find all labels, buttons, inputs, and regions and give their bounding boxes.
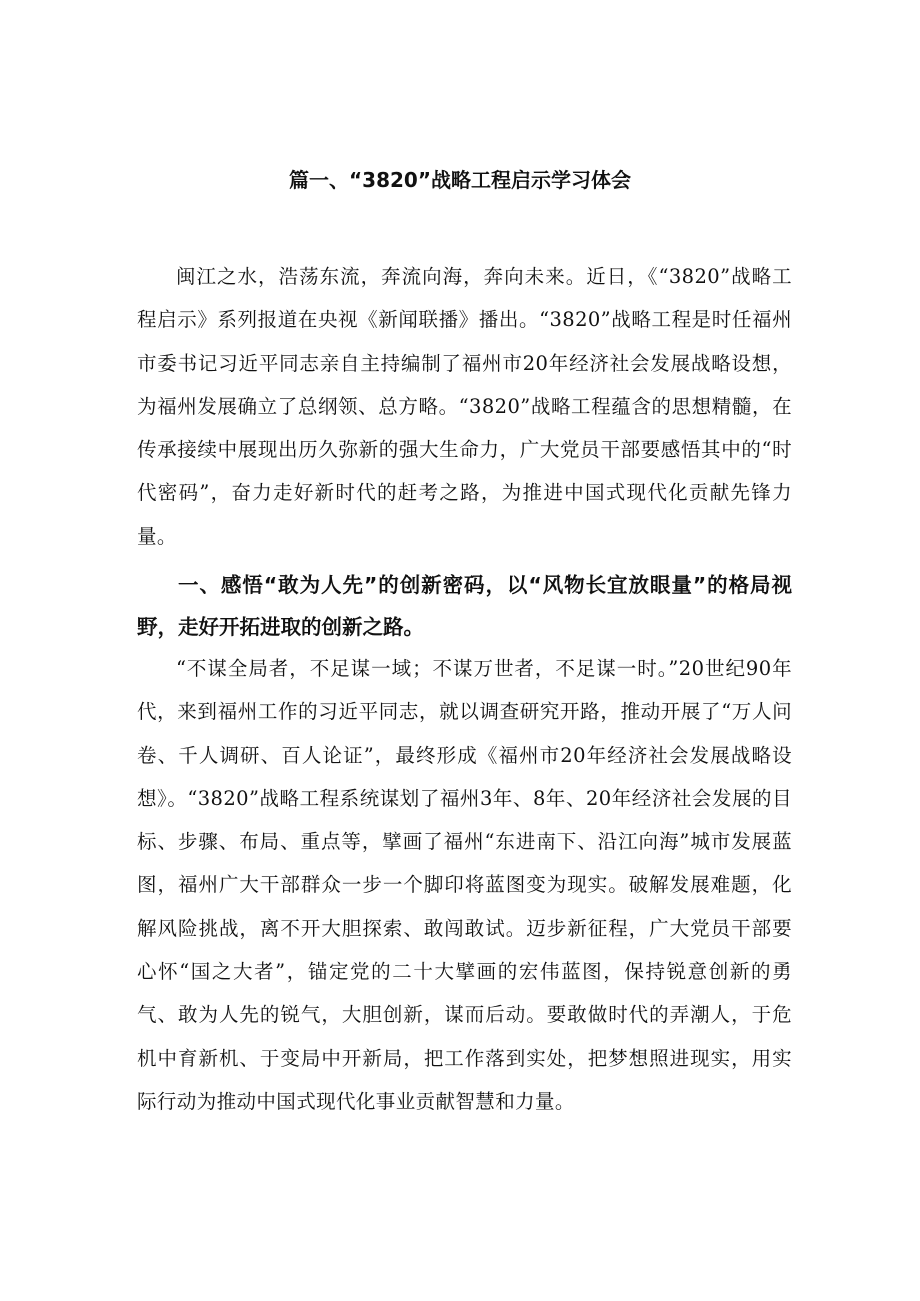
intro-paragraph: 闽江之水，浩荡东流，奔流向海，奔向未来。近日，《“3820”战略工程启示》系列报道在央视《新闻联播》播出。“3820”战略工程是时任福州市委书记习近平同志亲自主持编制了福州市20年经济社会发展战略设想，为福州发展确立了总纲领、总方略。“3820”战略工程蕴含的思想精髓，在传承接续中展现出历久弥新的强大生命力，广大党员干部要感悟其中的“时代密码”，奋力走好新时代的赶考之路，为推进中国式现代化贡献先锋力量。 (137, 265, 792, 548)
section-paragraph: “不谋全局者，不足谋一域；不谋万世者，不足谋一时。”20世纪90年代，来到福州工作的习近平同志，就以调查研究开路，推动开展了“万人问卷、千人调研、百人论证”，最终形成《福州市20年经济社会发展战略设想》。“3820”战略工程系统谋划了福州3年、8年、20年经济社会发展的目标、步骤、布局、重点等，擘画了福州“东进南下、沿江向海”城市发展蓝图，福州广大干部群众一步一个脚印将蓝图变为现实。破解发展难题，化解风险挑战，离不开大胆探索、敢闯敢试。迈步新征程，广大党员干部要心怀“国之大者”，锚定党的二十大擘画的宏伟蓝图，保持锐意创新的勇气、敢为人先的锐气，大胆创新，谋而后动。要敢做时代的弄潮人，于危机中育新机、于变局中开新局，把工作落到实处，把梦想照进现实，用实际行动为推动中国式现代化事业贡献智慧和力量。 (137, 657, 792, 1113)
section-heading: 一、感悟“敢为人先”的创新密码，以“风物长宜放眼量”的格局视野，走好开拓进取的创新之路。 (137, 573, 792, 639)
document-title: 篇一、“3820”战略工程启示学习体会 (289, 168, 631, 192)
